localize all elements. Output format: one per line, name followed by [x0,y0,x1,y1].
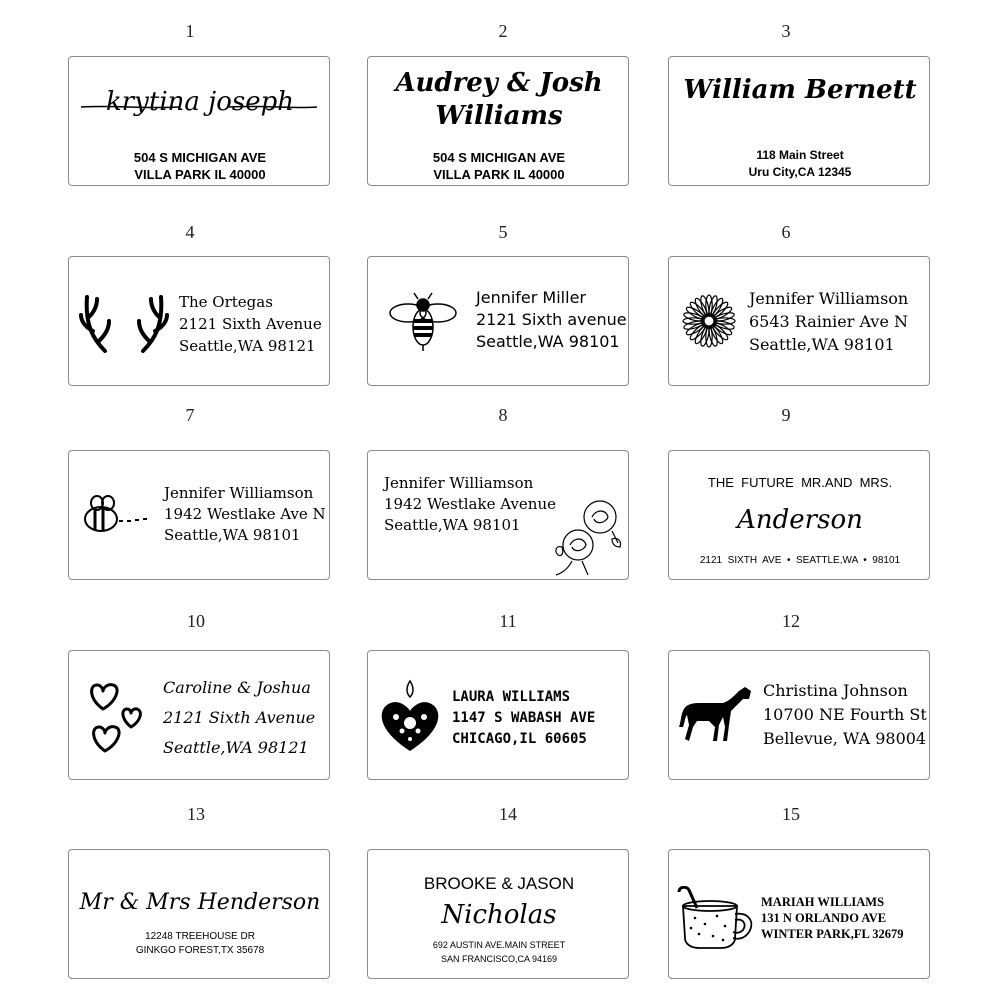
address-label-11[interactable] [367,650,629,780]
address-line: Christina Johnson [763,681,908,700]
label-number: 15 [782,804,800,824]
label-number: 11 [499,611,517,631]
address-line: Bellevue, WA 98004 [763,729,927,748]
label-number: 2 [498,21,508,41]
address-block [69,149,330,183]
couple-first-names: BROOKE & JASON [423,874,575,893]
address-line: 1147 S WABASH AVE [452,710,596,726]
family-name: Nicholas [441,900,557,930]
address-line: LAURA WILLIAMS [452,689,571,705]
couple-name [368,67,629,133]
label-number: 8 [498,405,508,425]
address-line: VILLA PARK IL 40000 [433,167,565,182]
address-block [749,287,908,356]
address-label-4[interactable] [68,256,330,386]
address-line: 2121 Sixth Avenue [179,315,322,333]
address-block [69,930,330,958]
label-number: 1 [185,21,195,41]
label-number: 5 [498,222,508,242]
address-line: MARIAH WILLIAMS [761,895,885,909]
chrysanthemum-icon [681,293,737,349]
address-line: 2121 Sixth Avenue [163,708,316,727]
address-line: WINTER PARK,FL 32679 [761,927,904,941]
flying-bee-icon [81,493,153,537]
name-line: Audrey & Josh [395,68,603,98]
address-label-12[interactable] [668,650,930,780]
address-block [669,147,930,181]
address-label-5[interactable] [367,256,629,386]
address-label-10[interactable] [68,650,330,780]
label-number: 6 [781,222,791,242]
hearts-icon [85,679,151,759]
address-block [179,291,322,357]
address-label-2[interactable] [367,56,629,186]
address-label-15[interactable] [668,849,930,979]
address-line: 1942 Westlake Avenue [384,495,556,513]
antlers-icon [79,291,169,355]
address-line: Seattle,WA 98121 [179,337,316,355]
address-block [761,894,904,942]
address-block [452,687,595,750]
name-line: Williams [435,101,563,131]
address-line: 10700 NE Fourth St [763,705,927,724]
label-number: 7 [185,405,195,425]
address-line: Jennifer Williamson [164,484,314,502]
address-block [384,473,556,536]
address-line: 504 S MICHIGAN AVE [432,150,566,165]
label-number: 10 [187,611,205,631]
address-line: Seattle,WA 98101 [164,526,301,544]
address-line: 118 Main Street [756,148,844,162]
address-line: 504 S MICHIGAN AVE [133,150,267,165]
address-line: SAN FRANCISCO,CA 94169 [440,954,558,964]
address-line: 2121 Sixth avenue [476,310,627,329]
address-label-7[interactable] [68,450,330,580]
address-line: 12248 TREEHOUSE DR [145,931,255,942]
label-number: 4 [185,222,195,242]
address-label-8[interactable] [367,450,629,580]
horse-icon [679,685,755,745]
address-line: Jennifer Williamson [384,474,534,492]
address-line: Jennifer Miller [476,288,586,307]
label-number: 9 [781,405,791,425]
header-text: THE FUTURE MR.AND MRS. [707,475,893,490]
address-line: GINKGO FOREST,TX 35678 [135,945,265,956]
mug-icon [675,886,759,950]
couple-name: krytina joseph [106,87,294,117]
address-block [164,483,326,546]
address-line: 692 AUSTIN AVE.MAIN STREET [432,940,566,950]
label-number: 3 [781,21,791,41]
address-line: 6543 Rainier Ave N [749,312,908,331]
address-line: Jennifer Williamson [749,289,909,308]
address-label-3[interactable] [668,56,930,186]
address-line: The Ortegas [179,293,273,311]
label-number: 14 [499,804,517,824]
address-block [476,287,627,353]
heart-ornament-icon [380,679,440,753]
label-number: 13 [187,804,205,824]
address-line: Seattle,WA 98101 [384,516,521,534]
address-line: Caroline & Joshua [163,678,311,697]
couple-name: Mr & Mrs Henderson [79,890,321,915]
address-label-13[interactable] [68,849,330,979]
address-block [763,679,927,751]
address-line: Seattle,WA 98101 [749,335,895,354]
address-line: 2121 SIXTH AVE • SEATTLE,WA • 98101 [699,555,901,566]
address-block [368,938,629,966]
address-label-14[interactable] [367,849,629,979]
address-line: VILLA PARK IL 40000 [134,167,266,182]
label-number: 12 [782,611,800,631]
address-line: Seattle,WA 98121 [163,738,309,757]
address-label-1[interactable] [68,56,330,186]
address-block [163,673,315,763]
address-line: Seattle,WA 98101 [476,332,620,351]
roses-icon [552,495,626,579]
address-block [368,149,629,183]
address-label-6[interactable] [668,256,930,386]
address-label-9[interactable] [668,450,930,580]
address-line: Uru City,CA 12345 [748,165,852,179]
address-line: 1942 Westlake Ave N [164,505,326,523]
address-line: 131 N ORLANDO AVE [761,911,887,925]
bee-icon [388,291,458,353]
family-name: Anderson [737,505,863,535]
address-line: CHICAGO,IL 60605 [452,731,587,747]
recipient-name: William Bernett [683,75,917,105]
